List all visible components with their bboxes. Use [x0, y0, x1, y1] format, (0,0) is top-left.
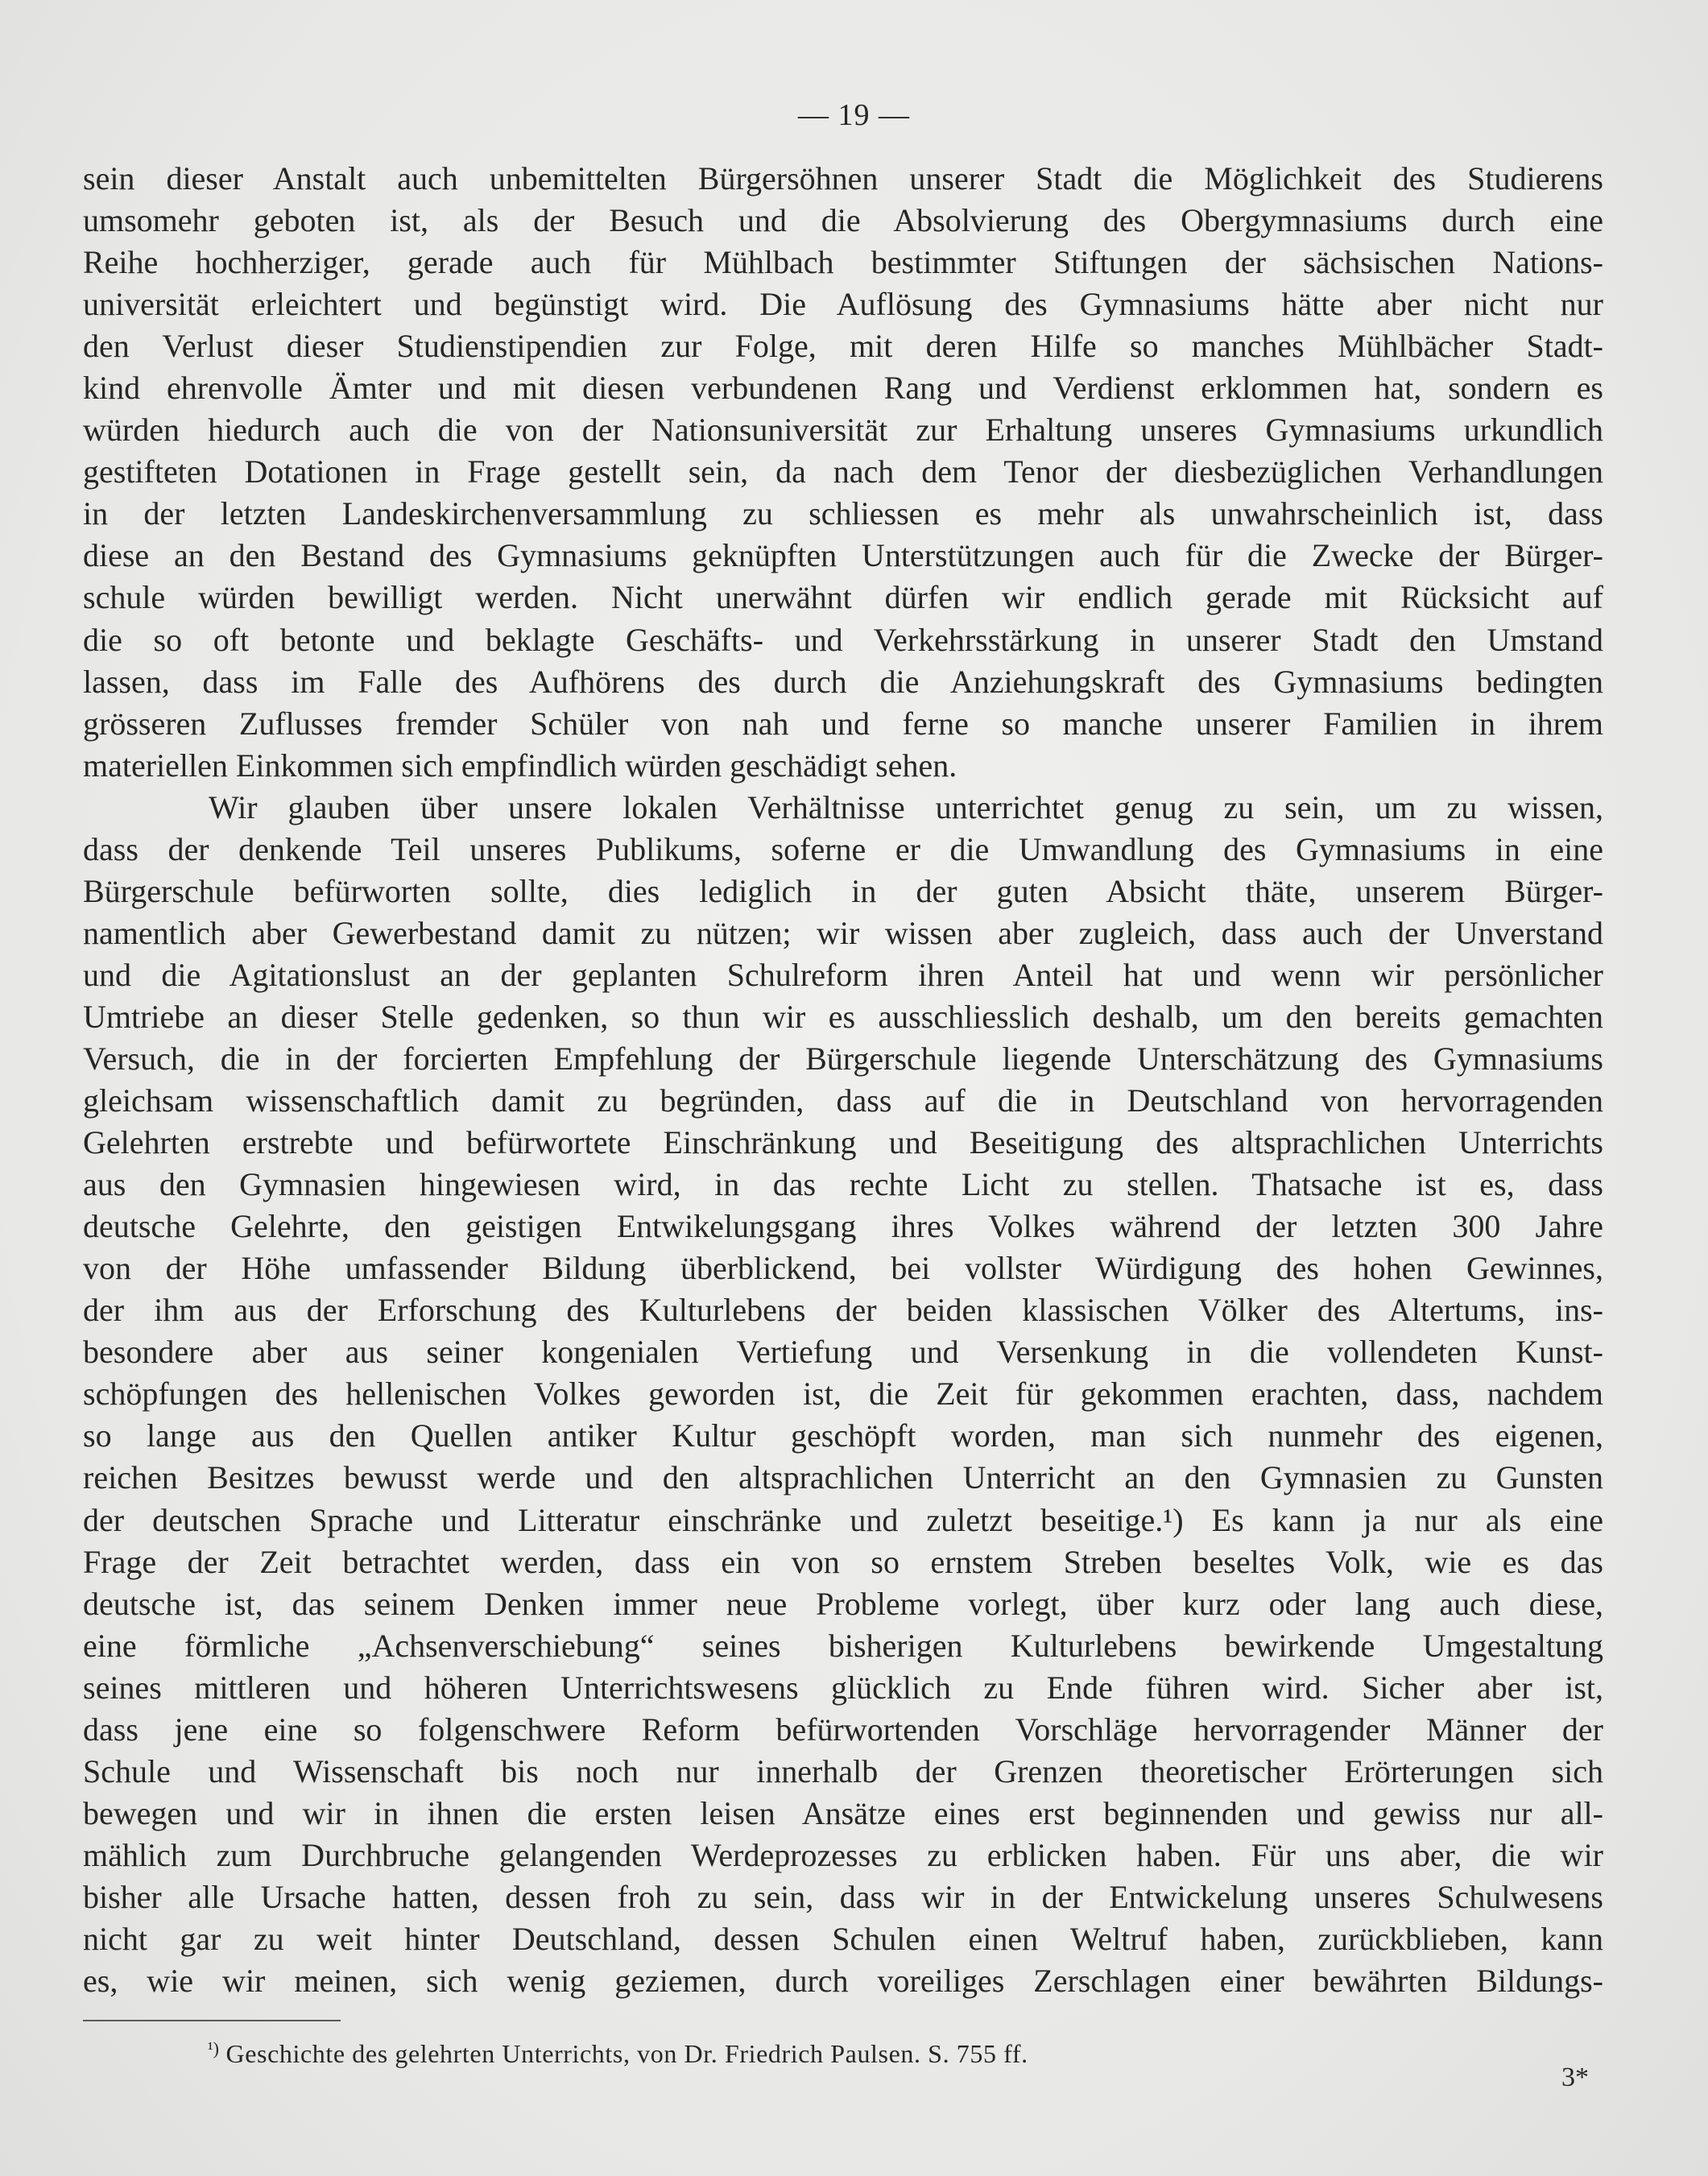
text-line: dass jene eine so folgenschwere Reform befürwortenden Vorschläge hervorragender Männer der	[83, 1711, 1603, 1748]
text-line: universität erleichtert und begünstigt wird. Die Auflösung des Gymnasiums hätte aber nicht nur	[83, 286, 1603, 323]
text-line: von der Höhe umfassender Bildung überblickend, bei vollster Würdigung des hohen Gewinnes,	[83, 1250, 1603, 1287]
text-line: den Verlust dieser Studienstipendien zur Folge, mit deren Hilfe so manches Mühlbächer Stadt-	[83, 328, 1603, 365]
paragraph-end-line: materiellen Einkommen sich empfindlich würden geschädigt sehen.	[83, 747, 957, 784]
footnote-marker: ¹)	[208, 2038, 219, 2058]
text-line: schule würden bewilligt werden. Nicht unerwähnt dürfen wir endlich gerade mit Rücksicht auf	[83, 579, 1603, 616]
text-line: lassen, dass im Falle des Aufhörens des durch die Anziehungskraft des Gymnasiums bedingten	[83, 663, 1603, 700]
text-line: grösseren Zuflusses fremder Schüler von nah und ferne so manche unserer Familien in ihrem	[83, 705, 1603, 742]
text-line: diese an den Bestand des Gymnasiums geknüpften Unterstützungen auch für die Zwecke der Bürger-	[83, 537, 1603, 574]
text-line: Umtriebe an dieser Stelle gedenken, so thun wir es ausschliesslich deshalb, um den bereits gemachten	[83, 998, 1603, 1035]
text-line: schöpfungen des hellenischen Volkes geworden ist, die Zeit für gekommen erachten, dass, nachdem	[83, 1376, 1603, 1413]
body-text	[83, 158, 1603, 2002]
text-line: würden hiedurch auch die von der Nationsuniversität zur Erhaltung unseres Gymnasiums urkundlich	[83, 412, 1603, 449]
text-line: Gelehrten erstrebte und befürwortete Einschränkung und Beseitigung des altsprachlichen Unterrichts	[83, 1124, 1603, 1161]
text-line: gleichsam wissenschaftlich damit zu begründen, dass auf die in Deutschland von hervorragenden	[83, 1082, 1603, 1119]
text-line: sein dieser Anstalt auch unbemittelten Bürgersöhnen unserer Stadt die Möglichkeit des Studierens	[83, 160, 1603, 197]
signature-mark: 3*	[1561, 2062, 1589, 2092]
text-line: Schule und Wissenschaft bis noch nur innerhalb der Grenzen theoretischer Erörterungen sich	[83, 1752, 1603, 1789]
text-line: Frage der Zeit betrachtet werden, dass ein von so ernstem Streben beseltes Volk, wie es das	[83, 1543, 1603, 1580]
text-line: so lange aus den Quellen antiker Kultur geschöpft worden, man sich nunmehr des eigenen,	[83, 1417, 1603, 1454]
text-line: in der letzten Landeskirchenversammlung zu schliessen es mehr als unwahrscheinlich ist, dass	[83, 495, 1603, 532]
text-line: und die Agitationslust an der geplanten Schulreform ihren Anteil hat und wenn wir persönlicher	[83, 956, 1603, 993]
text-line: die so oft betonte und beklagte Geschäfts- und Verkehrsstärkung in unserer Stadt den Umstand	[83, 621, 1603, 658]
text-line: bewegen und wir in ihnen die ersten leisen Ansätze eines erst beginnenden und gewiss nur all-	[83, 1794, 1603, 1831]
text-line: der deutschen Sprache und Litteratur einschränke und zuletzt beseitige.¹) Es kann ja nur als eine	[83, 1501, 1603, 1538]
text-line: gestifteten Dotationen in Frage gestellt sein, da nach dem Tenor der diesbezüglichen Verhandlungen	[83, 453, 1603, 490]
text-line: eine förmliche „Achsenverschiebung“ seines bisherigen Kulturlebens bewirkende Umgestaltung	[83, 1627, 1603, 1664]
text-line: namentlich aber Gewerbestand damit zu nützen; wir wissen aber zugleich, dass auch der Unverstand	[83, 914, 1603, 951]
text-line: deutsche Gelehrte, den geistigen Entwikelungsgang ihres Volkes während der letzten 300 Jahre	[83, 1208, 1603, 1245]
text-line: umsomehr geboten ist, als der Besuch und die Absolvierung des Obergymnasiums durch eine	[83, 202, 1603, 239]
text-line: mählich zum Durchbruche gelangenden Werdeprozesses zu erblicken haben. Für uns aber, die wir	[83, 1836, 1603, 1873]
text-line: bisher alle Ursache hatten, dessen froh zu sein, dass wir in der Entwickelung unseres Schulwesens	[83, 1878, 1603, 1915]
text-line: Bürgerschule befürworten sollte, dies lediglich in der guten Absicht thäte, unserem Bürger-	[83, 872, 1603, 909]
text-line: Reihe hochherziger, gerade auch für Mühlbach bestimmter Stiftungen der sächsischen Nations-	[83, 244, 1603, 281]
footnote	[208, 2031, 1028, 2071]
text-line: besondere aber aus seiner kongenialen Vertiefung und Versenkung in die vollendeten Kunst-	[83, 1334, 1603, 1371]
text-line: dass der denkende Teil unseres Publikums, soferne er die Umwandlung des Gymnasiums in eine	[83, 830, 1603, 867]
page-number: — 19 —	[798, 98, 910, 132]
text-line: der ihm aus der Erforschung des Kulturlebens der beiden klassischen Völker des Altertums, ins-	[83, 1292, 1603, 1329]
text-line: es, wie wir meinen, sich wenig geziemen, durch voreiliges Zerschlagen einer bewährten Bildungs-	[83, 1963, 1603, 2000]
text-line: nicht gar zu weit hinter Deutschland, dessen Schulen einen Weltruf haben, zurückblieben, kann	[83, 1920, 1603, 1957]
paragraph-start-line: Wir glauben über unsere lokalen Verhältnisse unterrichtet genug zu sein, um zu wissen,	[209, 788, 1603, 825]
footnote-text: Geschichte des gelehrten Unterrichts, von Dr. Friedrich Paulsen. S. 755 ff.	[225, 2039, 1028, 2068]
text-line: reichen Besitzes bewusst werde und den altsprachlichen Unterricht an den Gymnasien zu Gunsten	[83, 1459, 1603, 1496]
text-line: Versuch, die in der forcierten Empfehlung der Bürgerschule liegende Unterschätzung des Gymnasiums	[83, 1040, 1603, 1077]
text-line: seines mittleren und höheren Unterrichtswesens glücklich zu Ende führen wird. Sicher aber ist,	[83, 1669, 1603, 1706]
footnote-divider	[83, 2020, 341, 2021]
text-line: kind ehrenvolle Ämter und mit diesen verbundenen Rang und Verdienst erklommen hat, sondern es	[83, 370, 1603, 407]
text-line: aus den Gymnasien hingewiesen wird, in das rechte Licht zu stellen. Thatsache ist es, dass	[83, 1166, 1603, 1203]
text-line: deutsche ist, das seinem Denken immer neue Probleme vorlegt, über kurz oder lang auch diese,	[83, 1585, 1603, 1622]
